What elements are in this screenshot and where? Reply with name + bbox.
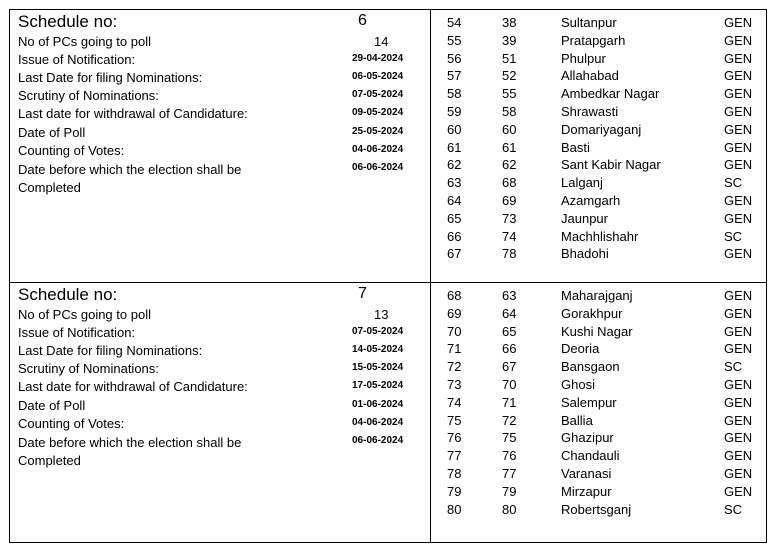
constituency-row xyxy=(447,51,777,69)
pc-number: 55 xyxy=(502,86,517,102)
pc-name: Bansgaon xyxy=(561,359,620,375)
detail-label: Scrutiny of Nominations: xyxy=(18,361,159,377)
detail-label: Last Date for filing Nominations: xyxy=(18,343,203,359)
pc-name: Sultanpur xyxy=(561,15,617,30)
pc-category: SC xyxy=(724,175,743,191)
pc-number: 58 xyxy=(502,104,517,119)
sr-number: 77 xyxy=(447,448,462,464)
detail-date: 06-06-2024 xyxy=(352,161,404,173)
sr-number: 70 xyxy=(447,323,462,339)
pc-category: GEN xyxy=(724,466,753,481)
constituency-row xyxy=(447,324,777,342)
detail-row xyxy=(18,343,438,361)
pc-number: 68 xyxy=(502,175,517,191)
constituency-row xyxy=(447,430,777,448)
constituency-row xyxy=(447,211,777,229)
constituency-row xyxy=(447,306,777,324)
detail-label: Date before which the election shall be Completed xyxy=(18,161,242,195)
pc-category: SC xyxy=(724,228,743,244)
pc-number: 77 xyxy=(502,466,517,481)
pc-category: GEN xyxy=(724,104,753,119)
constituency-row xyxy=(447,122,777,140)
sr-number: 74 xyxy=(447,394,462,410)
detail-date: 09-05-2024 xyxy=(352,107,404,119)
detail-date: 06-05-2024 xyxy=(352,71,404,83)
pc-name: Salempur xyxy=(561,394,617,410)
detail-date: 01-06-2024 xyxy=(352,398,404,410)
pc-number: 61 xyxy=(502,139,517,155)
detail-row xyxy=(18,34,438,52)
sr-number: 60 xyxy=(447,121,462,137)
sr-number: 58 xyxy=(447,86,462,102)
pc-name: Jaunpur xyxy=(561,210,608,226)
detail-label: Counting of Votes: xyxy=(18,415,125,431)
detail-row xyxy=(18,88,438,106)
detail-label: Date of Poll xyxy=(18,397,86,413)
sr-number: 61 xyxy=(447,139,462,155)
sr-number: 55 xyxy=(447,32,462,48)
schedule-title-row xyxy=(18,285,438,307)
pc-category: GEN xyxy=(724,448,753,464)
schedule-label: Schedule no: xyxy=(18,12,118,31)
detail-date: 29-04-2024 xyxy=(352,53,404,65)
pc-name: Deoria xyxy=(561,341,600,357)
detail-label: Last date for withdrawal of Candidature: xyxy=(18,379,248,395)
schedule-number: 6 xyxy=(358,12,367,29)
pc-category: GEN xyxy=(724,50,753,66)
detail-label: No of PCs going to poll xyxy=(18,34,151,49)
detail-date: 07-05-2024 xyxy=(352,89,404,101)
pc-count: 14 xyxy=(374,34,389,49)
pc-name: Bhadohi xyxy=(561,246,609,262)
constituency-row xyxy=(447,33,777,51)
sr-number: 63 xyxy=(447,175,462,191)
pc-category: GEN xyxy=(724,139,753,155)
pc-name: Azamgarh xyxy=(561,193,621,208)
pc-name: Ghazipur xyxy=(561,430,614,446)
sr-number: 59 xyxy=(447,104,462,119)
sr-number: 56 xyxy=(447,50,462,66)
pc-category: SC xyxy=(724,501,743,517)
constituency-row xyxy=(447,175,777,193)
sr-number: 62 xyxy=(447,157,462,173)
detail-label: Counting of Votes: xyxy=(18,142,125,158)
constituency-row xyxy=(447,341,777,359)
pc-name: Machhlishahr xyxy=(561,228,639,244)
pc-name: Basti xyxy=(561,139,590,155)
pc-name: Domariyaganj xyxy=(561,121,642,137)
constituency-row xyxy=(447,246,777,264)
pc-category: GEN xyxy=(724,15,753,30)
sr-number: 54 xyxy=(447,15,462,30)
sr-number: 65 xyxy=(447,210,462,226)
sr-number: 66 xyxy=(447,228,462,244)
pc-number: 78 xyxy=(502,246,517,262)
detail-date: 04-06-2024 xyxy=(352,416,404,428)
detail-date: 17-05-2024 xyxy=(352,380,404,392)
detail-date: 06-06-2024 xyxy=(352,434,404,446)
pc-category: GEN xyxy=(724,412,753,428)
sr-number: 78 xyxy=(447,466,462,481)
pc-category: GEN xyxy=(724,305,753,321)
pc-category: SC xyxy=(724,359,743,375)
pc-category: GEN xyxy=(724,157,753,173)
detail-row xyxy=(18,325,438,343)
detail-row xyxy=(18,307,438,325)
pc-name: Maharajganj xyxy=(561,288,633,303)
detail-row xyxy=(18,361,438,379)
constituency-row xyxy=(447,377,777,395)
constituency-row xyxy=(447,502,777,520)
constituency-row xyxy=(447,229,777,247)
detail-label: Last Date for filing Nominations: xyxy=(18,70,203,86)
pc-category: GEN xyxy=(724,86,753,102)
constituency-row xyxy=(447,484,777,502)
detail-label: Issue of Notification: xyxy=(18,52,136,68)
sr-number: 76 xyxy=(447,430,462,446)
pc-category: GEN xyxy=(724,246,753,262)
schedule-label: Schedule no: xyxy=(18,285,118,304)
detail-date: 07-05-2024 xyxy=(352,326,404,338)
pc-name: Ambedkar Nagar xyxy=(561,86,660,102)
constituency-row xyxy=(447,15,777,33)
pc-name: Varanasi xyxy=(561,466,612,481)
sr-number: 71 xyxy=(447,341,462,357)
pc-number: 63 xyxy=(502,288,517,303)
pc-number: 60 xyxy=(502,121,517,137)
pc-number: 67 xyxy=(502,359,517,375)
pc-name: Shrawasti xyxy=(561,104,619,119)
pc-category: GEN xyxy=(724,394,753,410)
pc-number: 71 xyxy=(502,394,517,410)
pc-number: 70 xyxy=(502,377,517,392)
detail-row xyxy=(18,70,438,88)
sr-number: 64 xyxy=(447,193,462,208)
pc-number: 74 xyxy=(502,228,517,244)
detail-row xyxy=(18,52,438,70)
constituency-row xyxy=(447,86,777,104)
detail-row xyxy=(18,143,438,161)
pc-number: 38 xyxy=(502,15,517,30)
constituency-row xyxy=(447,448,777,466)
pc-name: Allahabad xyxy=(561,68,619,84)
detail-row xyxy=(18,434,438,468)
pc-category: GEN xyxy=(724,210,753,226)
pc-name: Pratapgarh xyxy=(561,32,626,48)
sr-number: 80 xyxy=(447,501,462,517)
pc-category: GEN xyxy=(724,288,753,303)
pc-number: 72 xyxy=(502,412,517,428)
pc-number: 66 xyxy=(502,341,517,357)
detail-label: Date before which the election shall be Completed xyxy=(18,434,242,468)
sr-number: 57 xyxy=(447,68,462,84)
constituency-row xyxy=(447,395,777,413)
detail-date: 14-05-2024 xyxy=(352,344,404,356)
constituency-row xyxy=(447,359,777,377)
pc-number: 51 xyxy=(502,50,517,66)
section-divider xyxy=(9,282,767,283)
pc-number: 62 xyxy=(502,157,517,173)
pc-category: GEN xyxy=(724,341,753,357)
constituency-row xyxy=(447,68,777,86)
pc-name: Gorakhpur xyxy=(561,305,623,321)
pc-number: 39 xyxy=(502,32,517,48)
pc-category: GEN xyxy=(724,483,753,499)
pc-name: Phulpur xyxy=(561,50,606,66)
pc-count: 13 xyxy=(374,307,389,322)
detail-row xyxy=(18,125,438,143)
constituency-row xyxy=(447,140,777,158)
pc-number: 64 xyxy=(502,305,517,321)
constituency-row xyxy=(447,193,777,211)
constituency-row xyxy=(447,104,777,122)
detail-label: Last date for withdrawal of Candidature: xyxy=(18,106,248,122)
schedule-number: 7 xyxy=(358,285,367,302)
detail-date: 04-06-2024 xyxy=(352,143,404,155)
pc-name: Robertsganj xyxy=(561,501,632,517)
pc-name: Ballia xyxy=(561,412,593,428)
pc-name: Sant Kabir Nagar xyxy=(561,157,661,173)
pc-name: Mirzapur xyxy=(561,483,612,499)
pc-category: GEN xyxy=(724,68,753,84)
sr-number: 68 xyxy=(447,288,462,303)
pc-number: 73 xyxy=(502,210,517,226)
pc-number: 69 xyxy=(502,193,517,208)
constituency-row xyxy=(447,413,777,431)
pc-name: Chandauli xyxy=(561,448,620,464)
pc-category: GEN xyxy=(724,377,753,392)
detail-row xyxy=(18,416,438,434)
sr-number: 73 xyxy=(447,377,462,392)
detail-row xyxy=(18,398,438,416)
pc-category: GEN xyxy=(724,32,753,48)
pc-category: GEN xyxy=(724,323,753,339)
pc-number: 76 xyxy=(502,448,517,464)
detail-label: Issue of Notification: xyxy=(18,325,136,341)
pc-number: 52 xyxy=(502,68,517,84)
pc-number: 80 xyxy=(502,501,517,517)
detail-label: No of PCs going to poll xyxy=(18,307,151,322)
sr-number: 75 xyxy=(447,412,462,428)
sr-number: 79 xyxy=(447,483,462,499)
sr-number: 67 xyxy=(447,246,462,262)
detail-row xyxy=(18,161,438,195)
detail-row xyxy=(18,106,438,124)
constituency-row xyxy=(447,466,777,484)
detail-label: Scrutiny of Nominations: xyxy=(18,88,159,104)
detail-date: 15-05-2024 xyxy=(352,362,404,374)
pc-category: GEN xyxy=(724,121,753,137)
sr-number: 69 xyxy=(447,305,462,321)
detail-label: Date of Poll xyxy=(18,124,86,140)
detail-date: 25-05-2024 xyxy=(352,125,404,137)
constituency-row xyxy=(447,288,777,306)
pc-number: 79 xyxy=(502,483,517,499)
pc-category: GEN xyxy=(724,430,753,446)
pc-number: 75 xyxy=(502,430,517,446)
pc-name: Lalganj xyxy=(561,175,603,191)
sr-number: 72 xyxy=(447,359,462,375)
detail-row xyxy=(18,379,438,397)
pc-name: Ghosi xyxy=(561,377,595,392)
pc-category: GEN xyxy=(724,193,753,208)
constituency-row xyxy=(447,157,777,175)
pc-number: 65 xyxy=(502,323,517,339)
schedule-title-row xyxy=(18,12,438,34)
pc-name: Kushi Nagar xyxy=(561,323,633,339)
